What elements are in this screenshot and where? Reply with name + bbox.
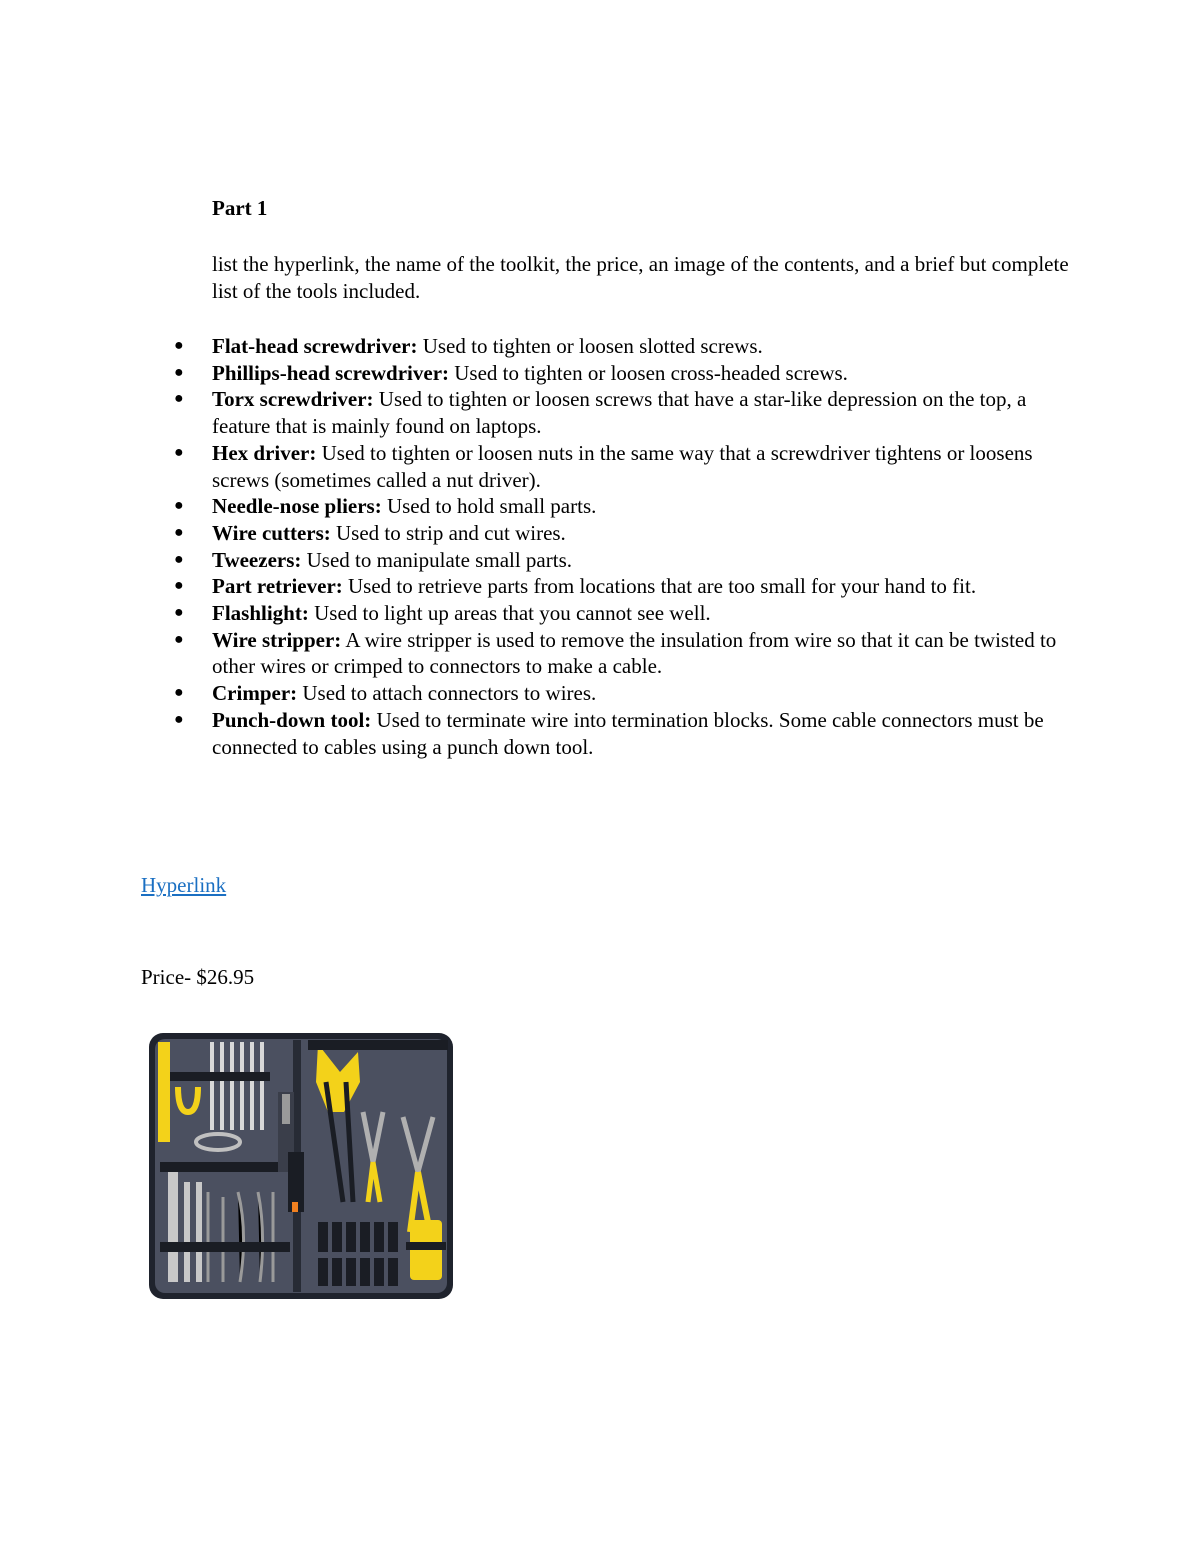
tool-list-item: [174, 707, 1072, 760]
tool-description: Used to strip and cut wires.: [336, 520, 566, 545]
tool-name: Crimper:: [212, 681, 298, 706]
bullet-icon: ●: [174, 390, 184, 408]
tool-name: Hex driver:: [212, 440, 317, 465]
bullet-icon: ●: [174, 550, 184, 568]
tool-description: Used to hold small parts.: [386, 494, 597, 519]
tool-name: Part retriever:: [212, 574, 343, 599]
bullet-icon: ●: [174, 363, 184, 381]
tool-list: [174, 333, 1072, 760]
tool-description: Used to light up areas that you cannot see well.: [314, 601, 711, 626]
tool-description: Used to tighten or loosen slotted screws.: [422, 334, 763, 358]
tool-list-item: [174, 493, 1072, 520]
bullet-icon: ●: [174, 497, 184, 515]
bullet-icon: ●: [174, 630, 184, 648]
bullet-icon: ●: [174, 523, 184, 541]
tool-name: Flashlight:: [212, 601, 309, 626]
tool-list-item: [174, 627, 1072, 680]
tool-description: Used to manipulate small parts.: [306, 547, 573, 572]
bullet-icon: ●: [174, 710, 184, 728]
tool-list-item: [174, 360, 1072, 387]
instructions-text: list the hyperlink, the name of the toolkit, the price, an image of the contents, and a brief but complete list of the tools included.: [212, 252, 1069, 303]
tool-description: Used to attach connectors to wires.: [302, 681, 597, 706]
tool-name: Flat-head screwdriver:: [212, 334, 418, 358]
part-heading: Part 1: [212, 196, 268, 220]
tool-list-item: [174, 333, 1072, 360]
tool-list-item: [174, 600, 1072, 627]
bullet-icon: ●: [174, 577, 184, 595]
tool-description: Used to terminate wire into termination blocks. Some cable connectors must be connected to cables using a punch down tool.: [212, 707, 1044, 759]
tool-name: Phillips-head screwdriver:: [212, 360, 450, 385]
tool-description: A wire stripper is used to remove the insulation from wire so that it can be twisted to other wires or crimped to connectors to make a cable.: [212, 627, 1057, 679]
tool-description: Used to tighten or loosen screws that have a star-like depression on the top, a feature that is mainly found on laptops.: [212, 387, 1027, 439]
toolkit-image: [148, 1032, 454, 1300]
tool-description: Used to tighten or loosen cross-headed screws.: [454, 360, 848, 385]
tool-list-item: [174, 520, 1072, 547]
tool-description: Used to tighten or loosen nuts in the same way that a screwdriver tightens or loosens screws (sometimes called a nut driver).: [212, 440, 1033, 492]
tool-name: Wire stripper:: [212, 627, 342, 652]
tool-list-item: [174, 440, 1072, 493]
tool-name: Tweezers:: [212, 547, 302, 572]
tool-list-item: [174, 573, 1072, 600]
tool-name: Punch-down tool:: [212, 707, 372, 732]
bullet-icon: ●: [174, 684, 184, 702]
price-text: Price- $26.95: [141, 965, 255, 989]
tool-name: Needle-nose pliers:: [212, 494, 382, 519]
toolkit-hyperlink[interactable]: Hyperlink: [141, 873, 227, 897]
tool-description: Used to retrieve parts from locations that are too small for your hand to fit.: [348, 574, 977, 599]
tool-list-item: [174, 547, 1072, 574]
tool-list-item: [174, 386, 1072, 439]
tool-name: Torx screwdriver:: [212, 387, 374, 412]
bullet-icon: ●: [174, 337, 184, 354]
tool-name: Wire cutters:: [212, 520, 331, 545]
bullet-icon: ●: [174, 604, 184, 622]
bullet-icon: ●: [174, 443, 184, 461]
tool-list-item: [174, 680, 1072, 707]
